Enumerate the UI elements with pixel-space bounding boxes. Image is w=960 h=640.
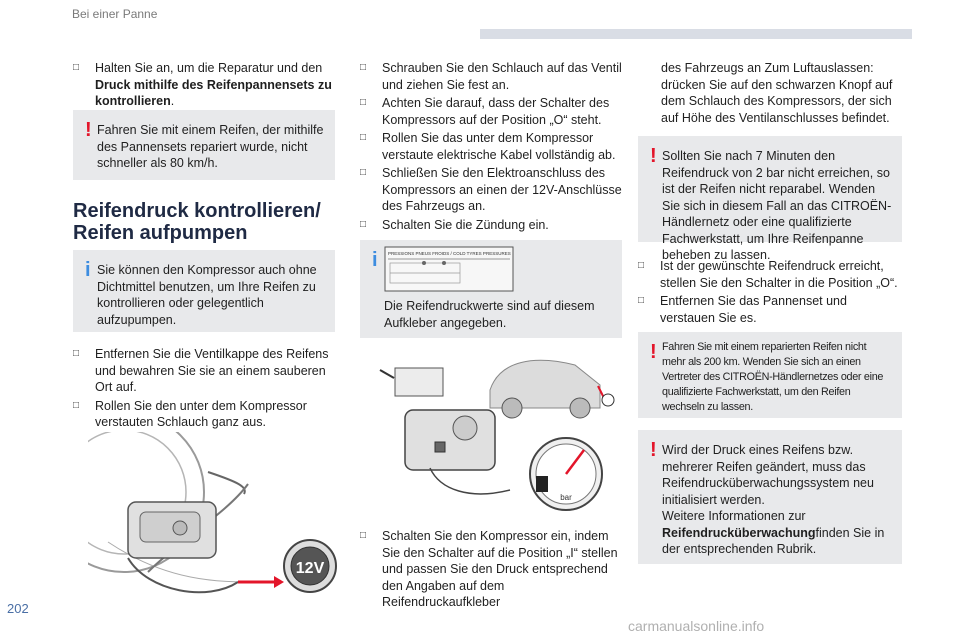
checkbox-icon: □ bbox=[73, 348, 80, 359]
left-bullet-1: □ Halten Sie an, um die Reparatur und den Druck mithilfe des Reifenpannensets zu kontrollieren. bbox=[73, 61, 332, 108]
checkbox-icon: □ bbox=[360, 132, 367, 143]
checkbox-icon: □ bbox=[73, 399, 80, 411]
checkbox-icon: □ bbox=[638, 295, 645, 306]
svg-text:PRESSIONS PNEUS FROIDS / COLD: PRESSIONS PNEUS FROIDS / COLD TYRES PRESSURES bbox=[388, 251, 511, 256]
checkbox-icon: □ bbox=[360, 167, 367, 178]
checkbox-icon: □ bbox=[360, 62, 367, 73]
checkbox-icon: □ bbox=[360, 218, 367, 230]
info-icon: i bbox=[85, 259, 91, 281]
info-box-sticker: i PRESSIONS PNEUS FROIDS / COLD TYRES PRESSURES Die Reifendruckwerte sind auf diesem Aufkleber angegeben. bbox=[360, 240, 622, 338]
car-compressor-gauge-illustration bbox=[360, 350, 622, 518]
middle-bullet-6: □ Schalten Sie den Kompressor ein, indem Sie den Schalter auf die Position „I“ stellen und passen Sie den Druck entsprechend den Angaben auf dem Reifendruckaufkleber bbox=[360, 529, 618, 609]
socket-12v-label: 12V bbox=[295, 560, 325, 577]
svg-text:bar: bar bbox=[560, 493, 572, 502]
watermark: carmanualsonline.info bbox=[628, 618, 765, 634]
warning-box-200km: ! Fahren Sie mit einem reparierten Reifen nicht mehr als 200 km. Wenden Sie sich an einen Vertreter des CITROËN-Händlernetzes oder eine qualifizierte Fachwerkstatt, um den Reifen wechseln zu lassen. bbox=[638, 332, 902, 418]
section-title: Bei einer Panne bbox=[72, 7, 158, 21]
warning-box-7-minutes: ! Sollten Sie nach 7 Minuten den Reifendruck von 2 bar nicht erreichen, so ist der Reifen nicht reparabel. Wenden Sie sich in diesem Fall an das CITROËN-Händlernetz oder eine qualifizierte Fachwerkstatt, um Ihre Reifenpanne beheben zu lassen. bbox=[638, 136, 902, 242]
exclamation-icon: ! bbox=[650, 341, 657, 363]
right-paragraph: des Fahrzeugs an Zum Luftauslassen: drücken Sie auf den schwarzen Knopf auf dem Schlauch des Kompressors, der sich auf Höhe des Ventilanschlusses befindet. bbox=[661, 61, 893, 125]
info-icon: i bbox=[372, 249, 378, 271]
exclamation-icon: ! bbox=[85, 119, 92, 141]
tyre-pressure-sticker bbox=[384, 246, 514, 292]
section-heading: Reifendruck kontrollieren/ Reifen aufpumpen bbox=[73, 200, 321, 244]
checkbox-icon: □ bbox=[73, 62, 80, 73]
compressor-wheel-illustration bbox=[88, 432, 338, 608]
exclamation-icon: ! bbox=[650, 145, 657, 167]
header-bar bbox=[480, 29, 912, 39]
warning-box-tpms: ! Wird der Druck eines Reifens bzw. mehrerer Reifen geändert, muss das Reifendrucküberwachungssystem neu initialisiert werden. Weitere Informationen zur Reifendrucküberwachungfinden Sie in der entsprechenden Rubrik. bbox=[638, 430, 902, 564]
page-number: 202 bbox=[7, 601, 29, 616]
exclamation-icon: ! bbox=[650, 439, 657, 461]
right-bullets: □ Ist der gewünschte Reifendruck erreicht, stellen Sie den Schalter in die Position „O“. □ Entfernen Sie das Pannenset und verstauen Sie es. bbox=[638, 259, 898, 325]
middle-bullets: □ Schrauben Sie den Schlauch auf das Ventil und ziehen Sie fest an. □ Achten Sie darauf, dass der Schalter des Kompressors auf der Position „O“ steht. □ Rollen Sie das unter dem Kompressor verstaute elektrische Kabel vollständig ab. □ Schließen Sie den Elektroanschluss des Kompressors an einen der 12V-Anschlüsse des Fahrzeugs an. □ Schalten Sie die Zündung ein. bbox=[360, 61, 622, 232]
info-box-compressor: i Sie können den Kompressor auch ohne Dichtmittel benutzen, um Ihre Reifen zu kontrollieren oder gelegentlich aufzupumpen. bbox=[73, 250, 335, 332]
checkbox-icon: □ bbox=[638, 260, 645, 271]
warning-box-speed: ! Fahren Sie mit einem Reifen, der mithilfe des Pannensets repariert wurde, nicht schneller als 80 km/h. bbox=[73, 110, 335, 180]
checkbox-icon: □ bbox=[360, 97, 367, 108]
left-bullets-2: □ Entfernen Sie die Ventilkappe des Reifens und bewahren Sie sie an einem sauberen Ort auf. □ Rollen Sie den unter dem Kompressor verstauten Schlauch ganz aus. bbox=[73, 347, 329, 429]
checkbox-icon: □ bbox=[360, 530, 367, 541]
